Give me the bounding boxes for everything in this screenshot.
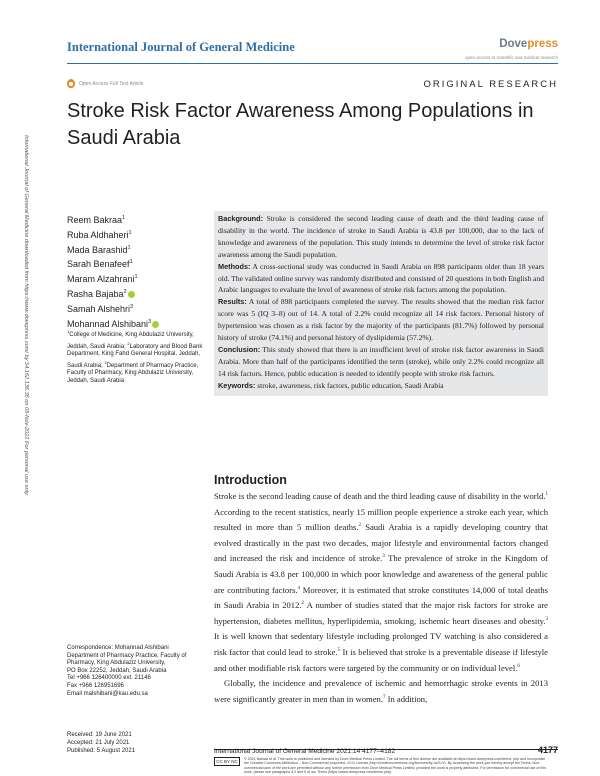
license-block: [214, 757, 548, 775]
abstract-section-label: Keywords:: [218, 380, 256, 390]
affiliations: [67, 328, 207, 386]
logo-part-dove: Dove: [499, 38, 528, 50]
intro-text: It is well known that sedentary lifestyle including prolonged TV watching is also considered a risk factor that could lead to stroke.: [214, 631, 548, 657]
dovepress-logo[interactable]: [499, 38, 558, 50]
author: [67, 227, 159, 242]
citation-reference: 4: [297, 585, 301, 591]
publisher-tagline: open access to scientific and medical research: [464, 55, 558, 60]
correspondence-line: Tel +966 126400000 ext. 21146: [67, 675, 151, 682]
introduction-heading: Introduction: [214, 473, 287, 487]
author-name: Reem Bakraa: [67, 215, 123, 225]
author: [67, 212, 159, 227]
citation-reference: 2: [358, 523, 362, 529]
citation-reference: 6: [517, 663, 520, 669]
author-name: Sarah Benafeef: [67, 259, 130, 270]
affiliation-text: Laboratory and Blood Bank Department, King Fahd General Hospital, Jeddah, Saudi Arabia;: [67, 343, 203, 369]
intro-text: The prevalence of stroke in the Kingdom of Saudi Arabia is 43.8 per 100,000 in which poor knowledge and awareness of the general public are contributing factors.: [214, 553, 549, 595]
author-name: Ruba Aldhaheri: [67, 229, 129, 240]
abstract-section-text: stroke, awareness, risk factors, public education, Saudi Arabia: [255, 380, 444, 390]
citation-reference: 7: [382, 694, 386, 700]
open-access-lock-icon: [67, 79, 75, 88]
header-divider: [67, 63, 558, 64]
affiliation-text: Department of Pharmacy Practice, Faculty of Pharmacy, King Abdulaziz University, Jeddah, Saudi Arabia: [67, 362, 199, 384]
author: [67, 271, 159, 286]
affiliation-mark: 1: [67, 329, 70, 334]
abstract-box: [214, 211, 548, 396]
orcid-icon[interactable]: [128, 291, 135, 298]
author-name: Mada Barashid: [67, 244, 128, 255]
article-dates: [67, 731, 135, 755]
orcid-icon[interactable]: [152, 321, 159, 328]
author-list: [67, 212, 159, 330]
journal-citation: International Journal of General Medicine 2021:14 4177–4182: [214, 748, 396, 755]
open-access-label: Open Access Full Text Article: [79, 80, 144, 87]
author-affiliation-mark: 1: [127, 244, 131, 251]
author-affiliation-mark: 1: [128, 229, 132, 236]
author: [67, 242, 159, 257]
author-affiliation-mark: 1: [129, 259, 133, 266]
abstract-section-label: Results:: [218, 297, 247, 307]
accepted-date: Accepted: 21 July 2021: [67, 740, 130, 746]
received-date: Received: 19 June 2021: [67, 732, 132, 738]
author-name: Samah Alshehri: [67, 303, 131, 314]
abstract-section: [218, 344, 544, 380]
citation-reference: 3: [382, 554, 385, 560]
author-name: Rasha Bajaba: [67, 288, 124, 299]
correspondence-line: PO Box 22252, Jeddah, Saudi Arabia: [67, 667, 167, 674]
abstract-section-label: Methods:: [218, 261, 251, 271]
author-affiliation-mark: 1: [122, 215, 126, 221]
abstract-section-text: A total of 898 participants completed the survey. The results showed that the median risk factor score was 5 (IQ 3–8) out of 14. A total of 2.2% could recognize all 14 risk factors. Personal history of hypertension was chosen as a risk factor by the majority of the participants (81.7%) followed by personal history of stroke (74.1%) and personal history of dyslipidemia (57.2%).: [218, 297, 544, 343]
author: [67, 286, 159, 301]
published-date: Published: 5 August 2021: [67, 748, 136, 754]
affiliation-mark: 2: [127, 340, 130, 346]
page-number: 4177: [537, 745, 558, 755]
article-title: Stroke Risk Factor Awareness Among Populations in Saudi Arabia: [67, 100, 534, 149]
introduction-body: [214, 489, 548, 707]
journal-title[interactable]: International Journal of General Medicine: [67, 40, 295, 54]
author-name: Mohannad Alshibani: [67, 318, 149, 329]
correspondence-line: Email malshibani@kau.edu.sa: [67, 690, 148, 697]
author-affiliation-mark: 3: [148, 318, 152, 325]
logo-part-press: press: [527, 38, 558, 50]
abstract-section: [218, 296, 544, 344]
citation-reference: 3: [545, 616, 548, 622]
author-affiliation-mark: 3: [130, 303, 134, 310]
abstract-section-text: A cross-sectional study was conducted in Saudi Arabia on 898 participants older than 18 years old. The validated online survey was randomly distributed and consisted of 20 questions in both English and Arabic languages to evaluate the level of awareness of stroke risk factors among the population.: [218, 261, 544, 295]
author: [67, 301, 159, 316]
open-access-badge: [67, 79, 143, 88]
article-type-label: ORIGINAL RESEARCH: [423, 79, 558, 90]
intro-paragraph-2: [214, 676, 548, 707]
author-affiliation-mark: 1: [134, 274, 138, 281]
correspondence-block: [67, 645, 207, 698]
author-name: Maram Alzahrani: [67, 274, 135, 285]
correspondence-line: Correspondence: Mohannad Alshibani: [67, 645, 169, 651]
intro-text: Saudi Arabia is a rapidly developing country that evolved drastically in the past two decades, major lifestyle and environmental factors changed and increased the risk and incidence of stroke.: [214, 522, 548, 564]
abstract-section-label: Conclusion:: [218, 344, 261, 354]
intro-text: According to the recent statistics, nearly 15 million people experience a stroke each year, which resulted in more than 5 million deaths.: [214, 506, 548, 533]
affiliation-mark: 3: [104, 359, 107, 365]
intro-text: Stroke is the second leading cause of death and the third leading cause of disability in the world.: [214, 491, 546, 501]
author: [67, 256, 159, 271]
citation-reference: 5: [337, 648, 341, 654]
intro-text: A number of studies stated that the major risk factors for stroke are hypertension, diabetes mellitus, hyperlipidemia, smoking, ischemic heart diseases and obesity.: [214, 600, 548, 626]
intro-text: In addition,: [385, 693, 428, 704]
abstract-section-label: Background:: [218, 214, 263, 223]
cc-license-badge[interactable]: CC BY NC: [214, 757, 240, 766]
author-affiliation-mark: 2: [123, 288, 127, 295]
citation-reference: 2: [301, 601, 305, 607]
abstract-section-text: Stroke is considered the second leading cause of death and the third leading cause of disability in the world. The incidence of stroke in Saudi Arabia is 43.8 per 100,000, due to the lack of knowledge and awareness of the population. This study intends to determine the level of stroke risk factor awareness among the Saudi population.: [218, 214, 544, 259]
citation-reference: 1: [545, 492, 548, 498]
intro-text: It is believed that stroke is a preventable disease if lifestyle and other modifiable risk factors were targeted by the community or on individual level.: [214, 646, 548, 673]
intro-text: Globally, the incidence and prevalence of ischemic and hemorrhagic stroke events in 2013 were significantly greater in men than in women.: [214, 678, 548, 704]
abstract-section-text: This study showed that there is an insufficient level of stroke risk factor awareness in Saudi Arabia. More than half of the participants identified the term (stroke), while only 2.2% could recognize all 14 risk factors. Hence, public education is needed to identify people with stroke risk factors.: [218, 344, 544, 378]
license-text: © 2021 Bakraa et al. This work is published and licensed by Dove Medical Press Limited. The full terms of this license are available at https://www.dovepress.com/terms. php and incorporate the Creative Commons Attribution – Non Commercial (unported, v3.0) License (http://creativecommons.org/licenses/by-nc/3.0/). By accessing the work you hereby accept the Terms. Non-commercial uses of the work are permitted without any further permission from Dove Medical Press Limited, provided the work is properly attributed. For permission for commercial use of this work, please see paragraphs 4.2 and 5 of our Terms (https://www.dovepress.com/terms.php).: [244, 757, 546, 775]
download-watermark: International Journal of General Medicine downloaded from https://www.dovepress.com/ by 54.162.136.36 on 05-Nov-2021 For personal use only.: [23, 135, 29, 496]
abstract-section: [218, 380, 544, 392]
intro-text: Moreover, it is estimated that stroke constitutes 14,000 of total deaths in Saudi Arabia in 2012.: [214, 584, 548, 611]
correspondence-line: Fax +966 126951696: [67, 682, 124, 689]
correspondence-line: Department of Pharmacy Practice, Faculty of Pharmacy, King Abdulaziz University,: [67, 652, 187, 667]
abstract-section: [218, 261, 544, 297]
affiliation-text: College of Medicine, King Abdulaziz University, Jeddah, Saudi Arabia;: [67, 332, 194, 350]
intro-paragraph-1: [214, 489, 548, 676]
abstract-section: [218, 213, 544, 261]
